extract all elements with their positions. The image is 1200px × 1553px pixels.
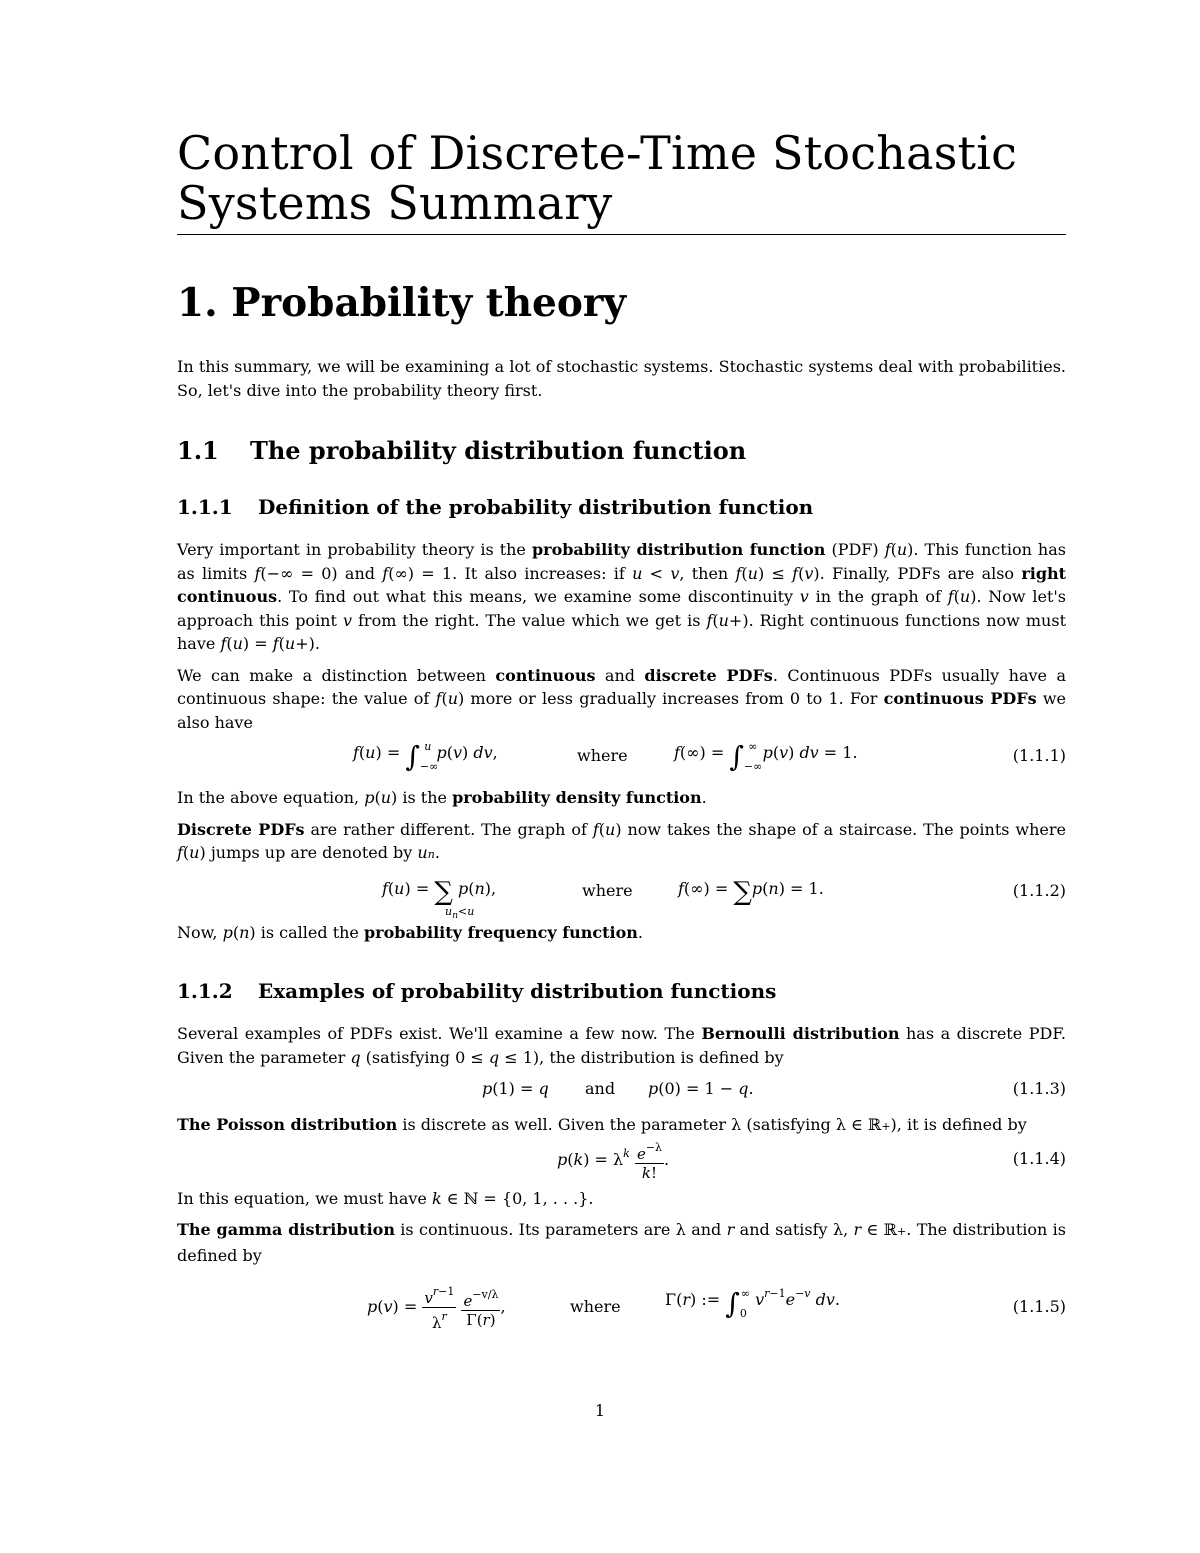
equation-number: (1.1.4) bbox=[1012, 1148, 1066, 1168]
section-heading-1-1 bbox=[177, 436, 1066, 466]
equation-1-1-5: p(v) = $\frac{v^{r-1}}{\lambda^r}$ $\frac{e^{-v/\lambda}}{\Gamma(r)}$ , where Γ(r) := $\int_0^\infty$ $v^{r-1}e^{-v}$ dv. (1.1.5) bbox=[367, 1285, 1066, 1332]
equation-number: (1.1.1) bbox=[1012, 746, 1066, 765]
equation-number: (1.1.5) bbox=[1012, 1297, 1066, 1316]
section-heading-1-1-1 bbox=[177, 494, 1066, 520]
where-label: where bbox=[577, 746, 628, 765]
equation-1-1-1: $f(u) = \int_{-\infty}^u$ p(v) dv, where $f(\infty) = \int_{-\infty}^\infty$ p(v) dv = 1. (1.1.1) bbox=[353, 740, 1066, 773]
paragraph-frequency: Now, p(n) is called the probability frequency function. bbox=[177, 922, 643, 942]
paragraph-definition: Very important in probability theory is the probability distribution function (PDF) f(u). This function has as limits f(−∞ = 0) and f(∞) = 1. It also increases: if u < v, then f(u) ≤ f(v). Finally, PDFs are also right continuous. To find out what this means, we examine some discontinuity v in the graph of f(u). Now let's approach this point v from the right. The value which we get is f(u+). Right continuous functions now must have f(u) = f(u+). bbox=[177, 540, 1067, 653]
document-title: Control of Discrete-Time Stochastic Systems Summary bbox=[177, 126, 1018, 230]
equation-1-1-3: p(1) = q and p(0) = 1 − q. (1.1.3) bbox=[482, 1079, 1066, 1098]
paragraph-bernoulli: Several examples of PDFs exist. We'll examine a few now. The Bernoulli distribution has a discrete PDF. Given the parameter q (satisfying 0 ≤ q ≤ 1), the distribution is defined by bbox=[177, 1024, 1067, 1067]
section-title: Examples of probability distribution functions bbox=[258, 979, 777, 1003]
and-label: and bbox=[585, 1079, 616, 1098]
equation-1-1-2: f(u) = ∑ p(n), $u_n<u$ where f(∞) = ∑p(n) = 1. (1.1.2) bbox=[382, 876, 1066, 921]
section-title: Definition of the probability distribution function bbox=[258, 495, 814, 519]
paragraph-naturals: In this equation, we must have k ∈ ℕ = {0, 1, . . .}. bbox=[177, 1188, 594, 1208]
intro-paragraph: In this summary, we will be examining a lot of stochastic systems. Stochastic systems deal with probabilities. So, let's dive into the probability theory first. bbox=[177, 357, 1066, 400]
section-number: 1.1 bbox=[177, 436, 219, 465]
paragraph-discrete: Discrete PDFs are rather different. The graph of f(u) now takes the shape of a staircase. The points where f(u) jumps up are denoted by un. bbox=[177, 819, 1066, 862]
title-rule bbox=[177, 234, 1066, 235]
equation-1-1-4: $p(k) = \lambda^k$ $\frac{e^{-\lambda}}{k!}$ . (1.1.4) bbox=[557, 1140, 1066, 1182]
paragraph-density: In the above equation, p(u) is the probability density function. bbox=[177, 788, 707, 807]
section-number: 1.1.1 bbox=[177, 495, 233, 519]
section-number: 1. bbox=[177, 280, 218, 326]
where-label: where bbox=[582, 880, 633, 900]
where-label: where bbox=[570, 1297, 621, 1316]
page-number: 1 bbox=[594, 1401, 606, 1420]
section-title: Probability theory bbox=[231, 280, 627, 326]
section-title: The probability distribution function bbox=[250, 436, 747, 465]
paragraph-gamma: The gamma distribution is continuous. Its parameters are λ and r and satisfy λ, r ∈ ℝ+. The distribution is defined by bbox=[177, 1220, 1066, 1265]
equation-number: (1.1.2) bbox=[1012, 880, 1066, 900]
page-content bbox=[177, 128, 1066, 1333]
section-heading-1 bbox=[177, 281, 1066, 325]
section-heading-1-1-2 bbox=[177, 978, 1066, 1004]
section-number: 1.1.2 bbox=[177, 979, 233, 1003]
paragraph-continuous: We can make a distinction between continuous and discrete PDFs. Continuous PDFs usually have a continuous shape: the value of f(u) more or less gradually increases from 0 to 1. For continuous PDFs we also have bbox=[177, 665, 1067, 732]
paragraph-poisson: The Poisson distribution is discrete as well. Given the parameter λ (satisfying λ ∈ ℝ+), it is defined by bbox=[177, 1115, 1027, 1134]
equation-number: (1.1.3) bbox=[1012, 1079, 1066, 1098]
